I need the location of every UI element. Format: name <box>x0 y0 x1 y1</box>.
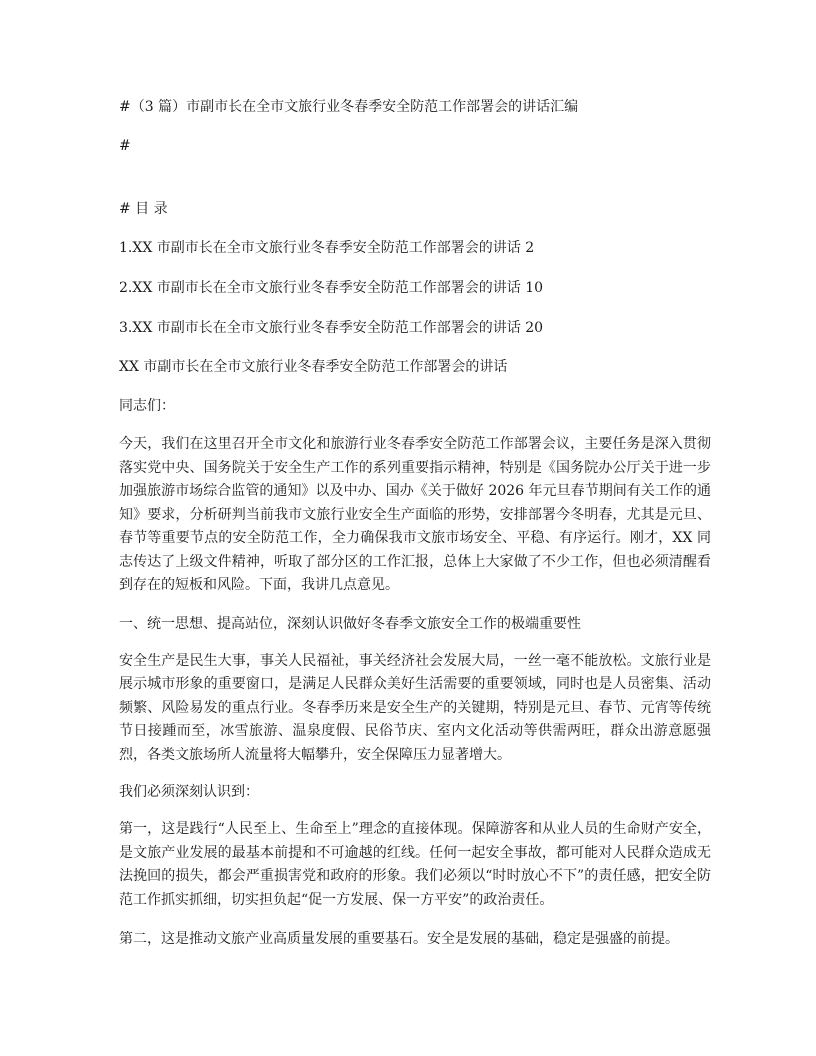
paragraph-second-point: 第二，这是推动文旅产业高质量发展的重要基石。安全是发展的基础，稳定是强盛的前提。 <box>119 931 679 947</box>
toc-item-2: 2.XX 市副市长在全市文旅行业冬春季安全防范工作部署会的讲话 10 <box>119 280 544 296</box>
speech-title: XX 市副市长在全市文旅行业冬春季安全防范工作部署会的讲话 <box>119 359 508 375</box>
paragraph-intro: 今天，我们在这里召开全市文化和旅游行业冬春季安全防范工作部署会议，主要任务是深入贯彻落实党中央、国务院关于安全生产工作的系列重要指示精神，特别是《国务院办公厅关于进一步加强旅游市场综合监管的通知》以及中办、国办《关于做好 2026 年元旦春节期间有关工作的通知》要求，分析研判当前我市文旅行业安全生产面临的形势，安排部署今冬明春，尤其是元旦、春节等重要节点的安全防范工作，全力确保我市文旅市场安全、平稳、有序运行。刚才，XX 同志传达了上级文件精神，听取了部分区的工作汇报，总体上大家做了不少工作，但也必须清醒看到存在的短板和风险。下面，我讲几点意见。 <box>119 436 711 593</box>
toc-heading: # 目 录 <box>119 201 168 217</box>
realize-line: 我们必须深刻认识到： <box>119 784 259 800</box>
toc-item-1: 1.XX 市副市长在全市文旅行业冬春季安全防范工作部署会的讲话 2 <box>119 240 535 256</box>
document-page <box>119 96 711 952</box>
paragraph-importance: 安全生产是民生大事，事关人民福祉，事关经济社会发展大局，一丝一毫不能放松。文旅行业是展示城市形象的重要窗口，是满足人民群众美好生活需要的重要领域，同时也是人员密集、活动频繁、风险易发的重点行业。冬春季历来是安全生产的关键期，特别是元旦、春节、元宵等传统节日接踵而至，冰雪旅游、温泉度假、民俗节庆、室内文化活动等供需两旺，群众出游意愿强烈，各类文旅场所人流量将大幅攀升，安全保障压力显著增大。 <box>119 652 711 763</box>
paragraph-first-point: 第一，这是践行“人民至上、生命至上”理念的直接体现。保障游客和从业人员的生命财产安全，是文旅产业发展的最基本前提和不可逾越的红线。任何一起安全事故，都可能对人民群众造成无法挽回的损失，都会严重损害党和政府的形象。我们必须以“时时放心不下”的责任感，把安全防范工作抓实抓细，切实担负起“促一方发展、保一方平安”的政治责任。 <box>119 821 711 908</box>
toc-item-3: 3.XX 市副市长在全市文旅行业冬春季安全防范工作部署会的讲话 20 <box>119 320 544 336</box>
document-title: #（3 篇）市副市长在全市文旅行业冬春季安全防范工作部署会的讲话汇编 <box>119 99 579 115</box>
greeting: 同志们： <box>119 398 175 414</box>
section-heading-1: 一、统一思想、提高站位，深刻认识做好冬春季文旅安全工作的极端重要性 <box>119 615 581 632</box>
hash-line: # <box>119 138 131 154</box>
